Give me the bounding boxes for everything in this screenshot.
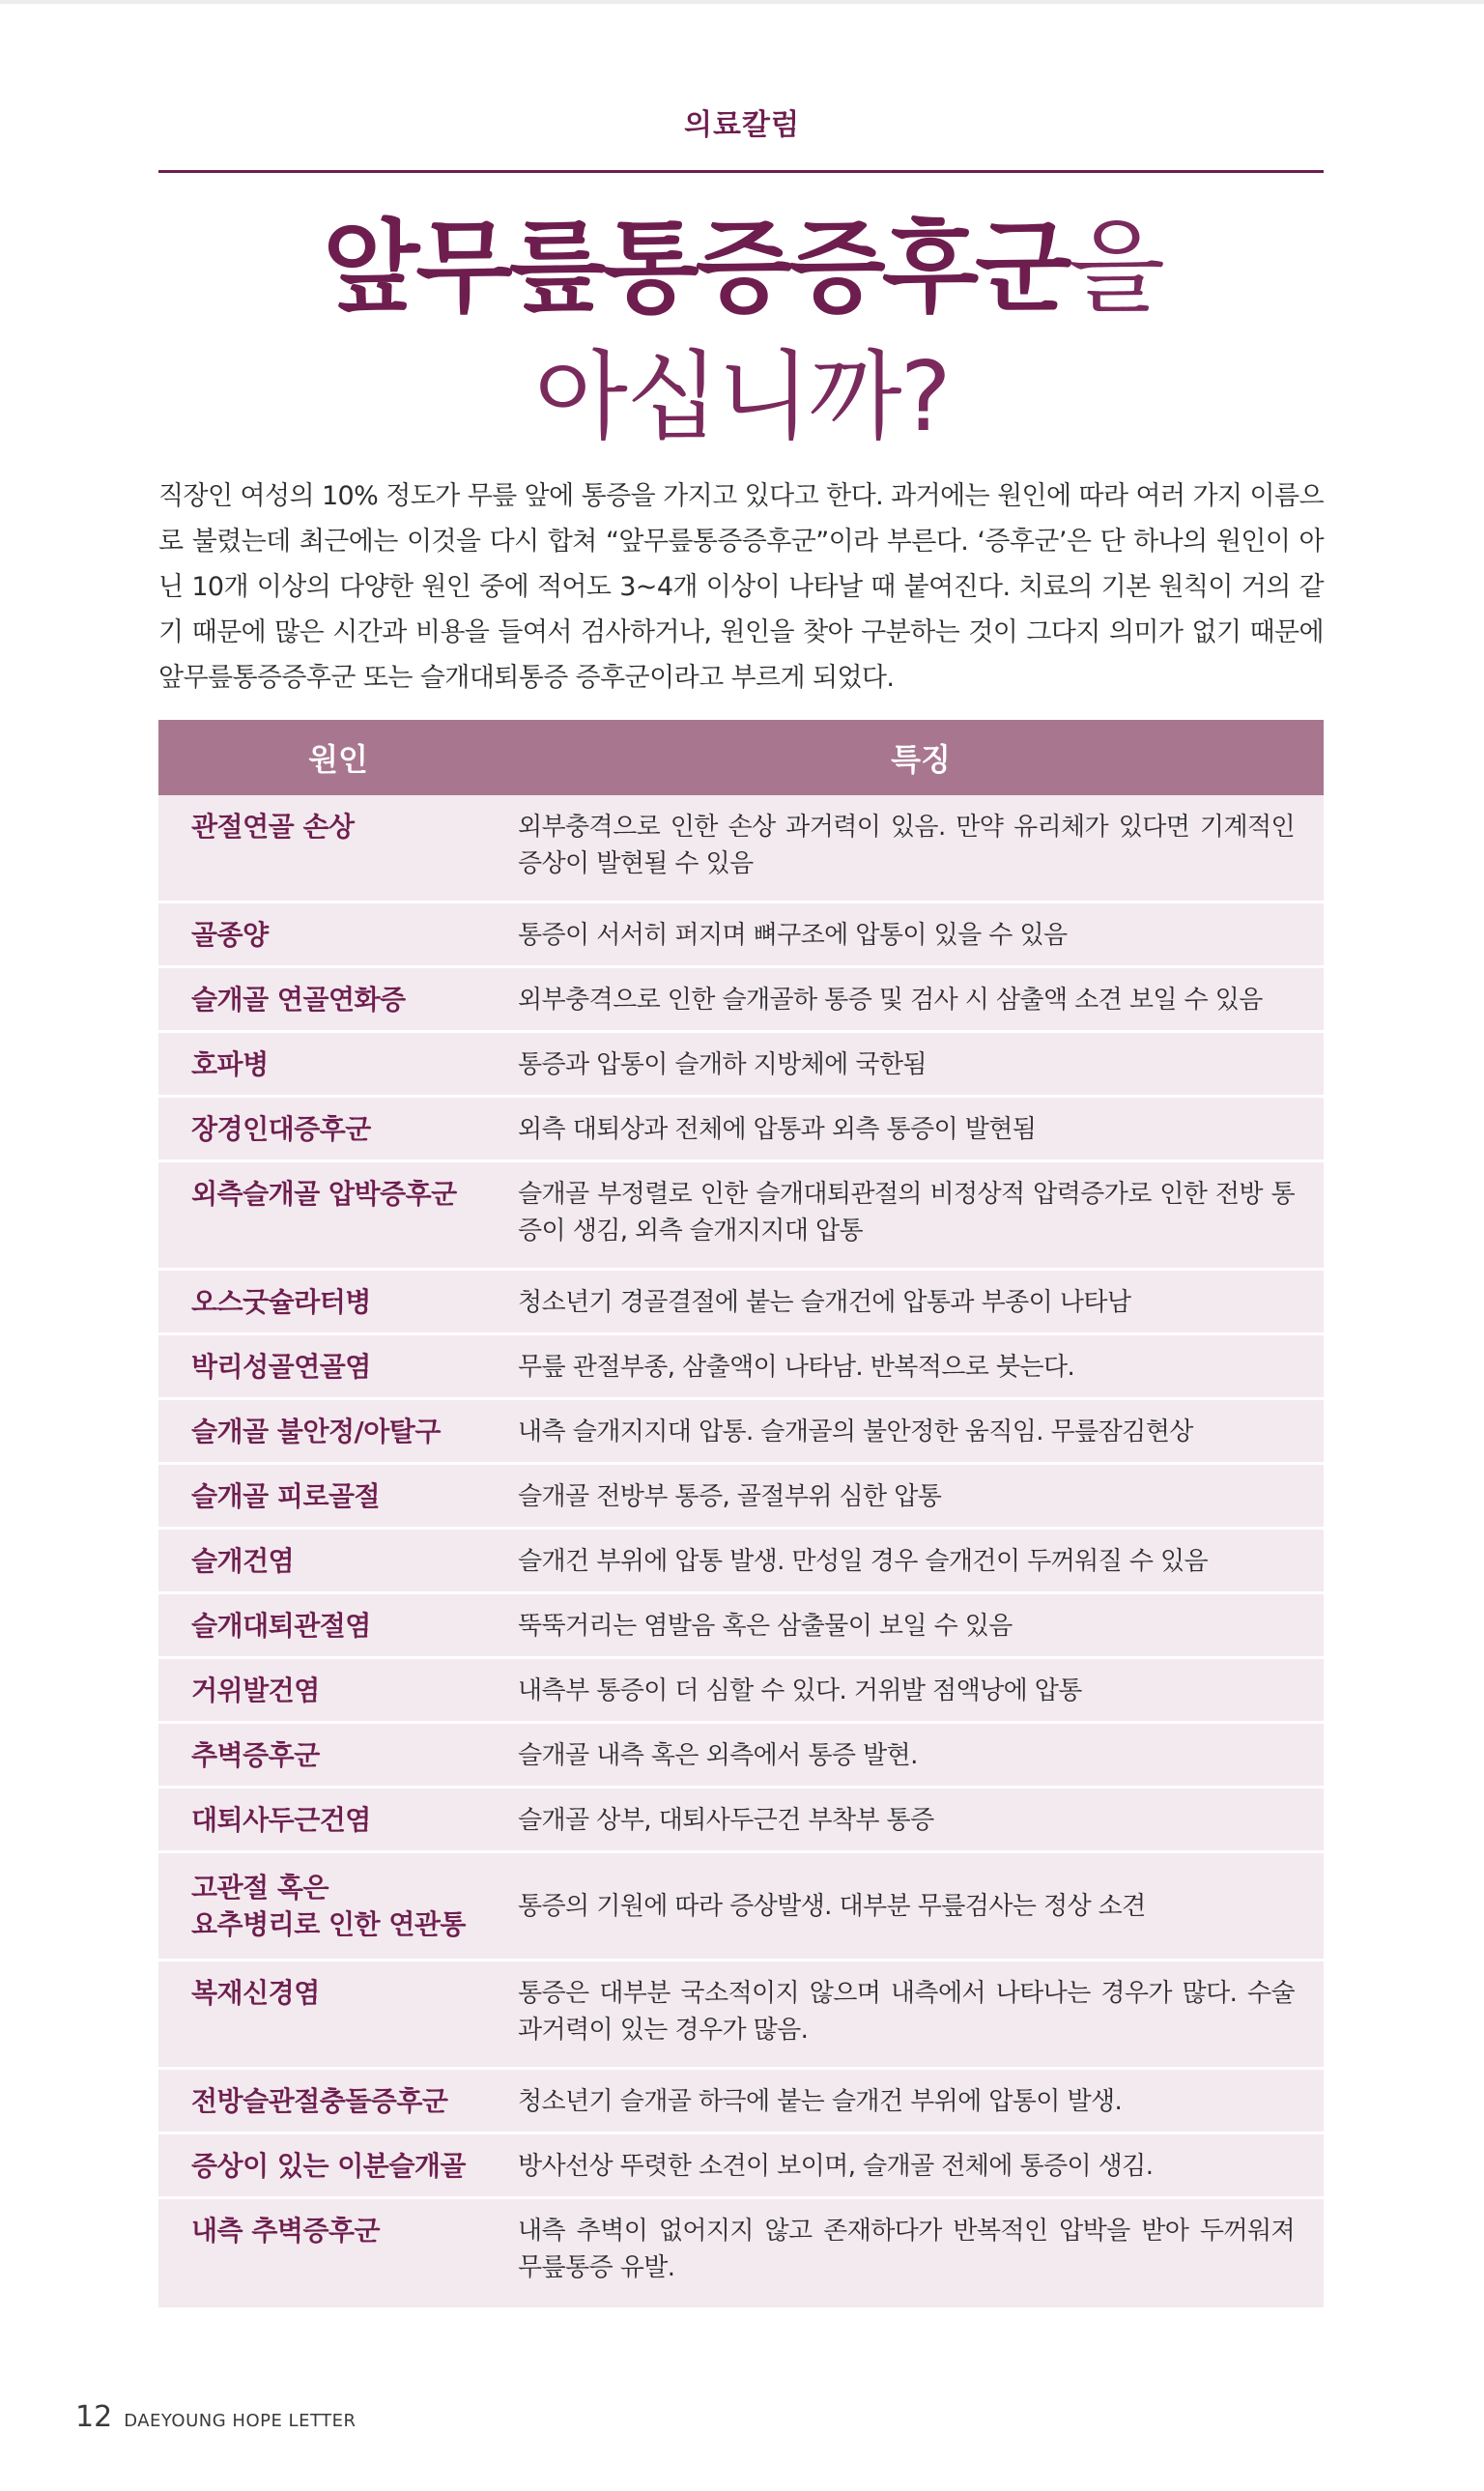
table-row — [158, 1724, 1324, 1789]
table-row — [158, 1335, 1324, 1400]
table-header — [158, 720, 1324, 795]
feature-cell: 내측 슬개지지대 압통. 슬개골의 불안정한 움직임. 무릎잠김현상 — [518, 1417, 1193, 1446]
causes-table — [158, 720, 1324, 2307]
table-row — [158, 2070, 1324, 2134]
feature-cell: 슬개골 내측 혹은 외측에서 통증 발현. — [518, 1741, 918, 1770]
table-row — [158, 1530, 1324, 1594]
header-cause: 원인 — [308, 741, 368, 778]
table-row — [158, 1098, 1324, 1162]
feature-cell: 통증과 압통이 슬개하 지방체에 국한됨 — [518, 1050, 927, 1079]
feature-cell: 내측부 통증이 더 심할 수 있다. 거위발 점액낭에 압통 — [518, 1676, 1082, 1705]
cause-cell: 내측 추벽증후군 — [191, 2215, 381, 2247]
table-row — [158, 968, 1324, 1033]
feature-cell: 슬개골 전방부 통증, 골절부위 심한 압통 — [518, 1482, 942, 1511]
title-suffix: 을 — [1068, 209, 1162, 327]
title-bold: 앞무릎통증증후군 — [322, 209, 1069, 327]
feature-cell: 뚝뚝거리는 염발음 혹은 삼출물이 보일 수 있음 — [518, 1612, 1013, 1641]
table-row — [158, 1789, 1324, 1853]
intro-paragraph: 직장인 여성의 10% 정도가 무릎 앞에 통증을 가지고 있다고 한다. 과거에는 원인에 따라 여러 가지 이름으로 불렸는데 최근에는 이것을 다시 합쳐 “앞무릎통증증후군”이라 부른다. ‘증후군’은 단 하나의 원인이 아닌 10개 이상의 다양한 원인 중에 적어도 3~4개 이상이 나타날 때 붙여진다. 치료의 기본 원칙이 거의 같기 때문에 많은 시간과 비용을 들여서 검사하거나, 원인을 찾아 구분하는 것이 그다지 의미가 없기 때문에 앞무릎통증증후군 또는 슬개대퇴통증 증후군이라고 부르게 되었다. — [158, 481, 1324, 693]
cause-cell: 슬개골 연골연화증 — [191, 984, 406, 1016]
cause-cell: 오스굿슐라터병 — [191, 1286, 371, 1318]
feature-cell: 통증의 기원에 따라 증상발생. 대부분 무릎검사는 정상 소견 — [518, 1891, 1146, 1921]
feature-cell: 슬개건 부위에 압통 발생. 만성일 경우 슬개건이 두꺼워질 수 있음 — [518, 1547, 1209, 1576]
cause-cell: 거위발건염 — [191, 1675, 320, 1706]
feature-cell: 외측 대퇴상과 전체에 압통과 외측 통증이 발현됨 — [518, 1115, 1037, 1144]
page-title-line2: 아십니까? — [534, 340, 950, 453]
cause-cell: 호파병 — [191, 1048, 269, 1080]
cause-cell: 복재신경염 — [191, 1977, 320, 2009]
cause-cell: 관절연골 손상 — [191, 811, 355, 843]
table-row — [158, 795, 1324, 903]
cause-cell: 박리성골연골염 — [191, 1351, 371, 1383]
feature-cell: 슬개골 부정렬로 인한 슬개대퇴관절의 비정상적 압력증가로 인한 전방 통증이 생김, 외측 슬개지지대 압통 — [518, 1180, 1295, 1246]
section-label: 의료칼럼 — [684, 108, 800, 142]
table-row — [158, 1961, 1324, 2070]
feature-cell: 내측 추벽이 없어지지 않고 존재하다가 반복적인 압박을 받아 두꺼워져 무릎통증 유발. — [518, 2217, 1295, 2282]
cause-cell: 슬개골 피로골절 — [191, 1480, 381, 1512]
cause-cell: 고관절 혹은 요추병리로 인한 연관통 — [191, 1871, 466, 1940]
table-row — [158, 1400, 1324, 1465]
feature-cell: 무릎 관절부종, 삼출액이 나타남. 반복적으로 붓는다. — [518, 1353, 1075, 1382]
cause-cell: 슬개건염 — [191, 1545, 295, 1577]
feature-cell: 청소년기 경골결절에 붙는 슬개건에 압통과 부종이 나타남 — [518, 1288, 1131, 1317]
table-row — [158, 1594, 1324, 1659]
table-row — [158, 2134, 1324, 2199]
page-footer — [75, 2400, 357, 2434]
cause-cell: 추벽증후군 — [191, 1739, 320, 1771]
header-feature: 특징 — [891, 741, 951, 778]
feature-cell: 통증이 서서히 퍼지며 뼈구조에 압통이 있을 수 있음 — [518, 921, 1068, 950]
feature-cell: 청소년기 슬개골 하극에 붙는 슬개건 부위에 압통이 발생. — [518, 2087, 1123, 2116]
table-row — [158, 1853, 1324, 1961]
table-row — [158, 903, 1324, 968]
feature-cell: 외부충격으로 인한 슬개골하 통증 및 검사 시 삼출액 소견 보일 수 있음 — [518, 986, 1263, 1015]
feature-cell: 통증은 대부분 국소적이지 않으며 내측에서 나타나는 경우가 많다. 수술 과거력이 있는 경우가 많음. — [518, 1979, 1295, 2045]
page-number: 12 — [75, 2400, 113, 2434]
feature-cell: 방사선상 뚜렷한 소견이 보이며, 슬개골 전체에 통증이 생김. — [518, 2152, 1154, 2181]
header-divider — [158, 170, 1324, 173]
table-row — [158, 1465, 1324, 1530]
table-row — [158, 1033, 1324, 1098]
cause-cell: 전방슬관절충돌증후군 — [191, 2085, 448, 2117]
page-title-line1 — [0, 205, 1484, 330]
table-row — [158, 1659, 1324, 1724]
table-row — [158, 2199, 1324, 2307]
cause-cell: 증상이 있는 이분슬개골 — [191, 2150, 466, 2182]
cause-cell: 외측슬개골 압박증후군 — [191, 1178, 457, 1210]
cause-cell: 장경인대증후군 — [191, 1113, 371, 1145]
cause-cell: 대퇴사두근건염 — [191, 1804, 371, 1836]
cause-cell: 슬개대퇴관절염 — [191, 1610, 371, 1642]
table-row — [158, 1271, 1324, 1335]
feature-cell: 외부충격으로 인한 손상 과거력이 있음. 만약 유리체가 있다면 기계적인 증상이 발현될 수 있음 — [518, 813, 1295, 878]
publication-name: DAEYOUNG HOPE LETTER — [124, 2411, 357, 2431]
table-row — [158, 1162, 1324, 1271]
cause-cell: 골종양 — [191, 919, 269, 951]
cause-cell: 슬개골 불안정/아탈구 — [191, 1416, 441, 1447]
top-border — [0, 0, 1484, 4]
feature-cell: 슬개골 상부, 대퇴사두근건 부착부 통증 — [518, 1806, 934, 1835]
